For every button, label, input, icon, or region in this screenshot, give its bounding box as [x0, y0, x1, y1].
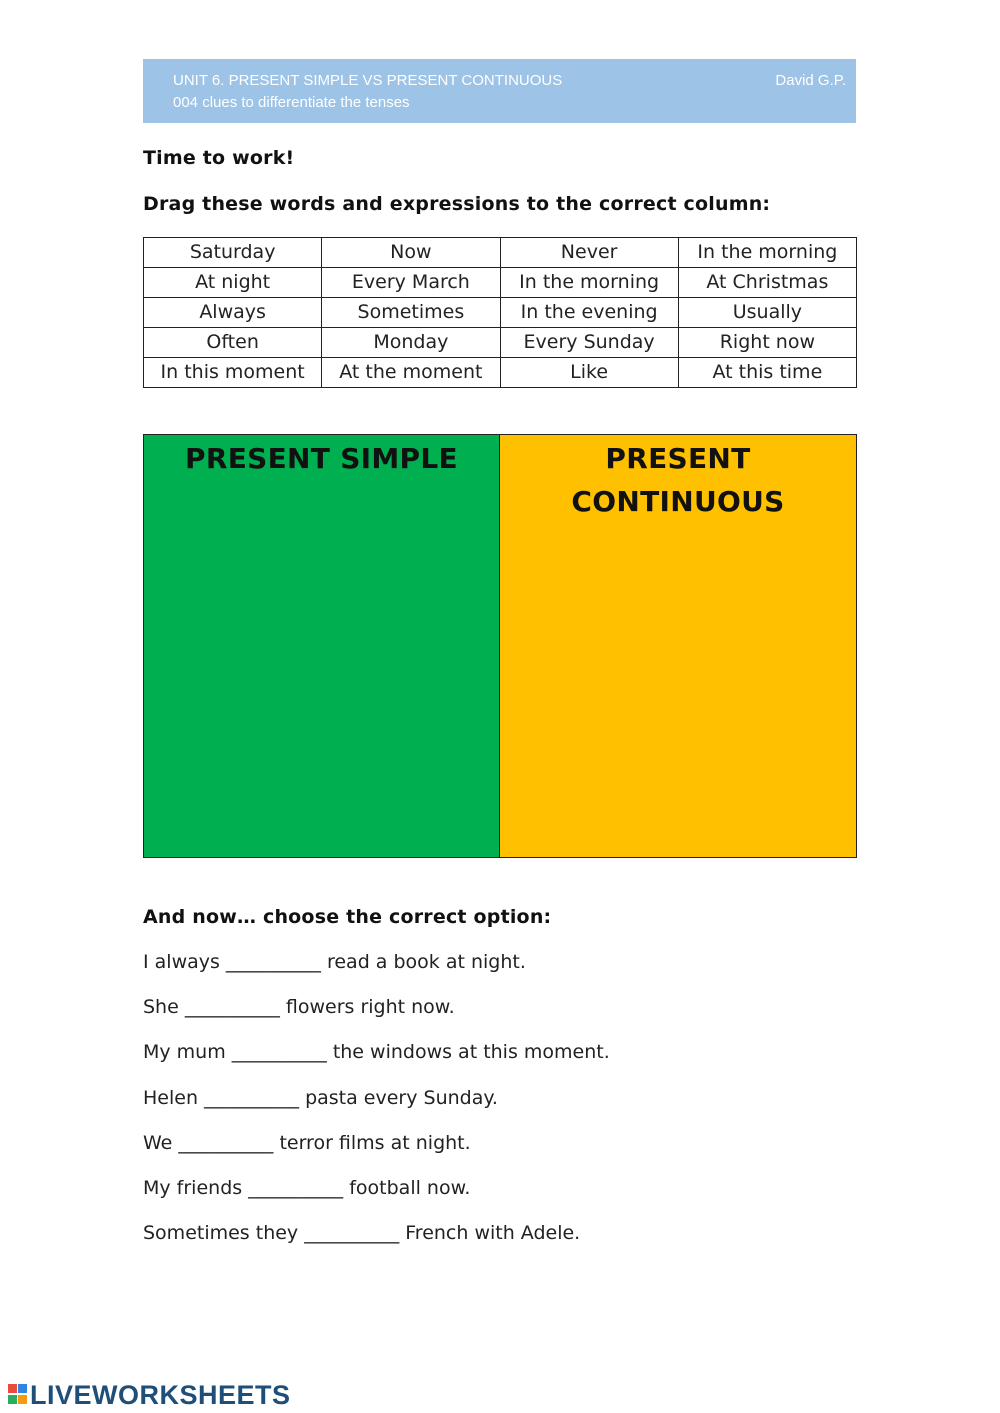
exercise-sentence-4[interactable]: Helen __________ pasta every Sunday.	[143, 1087, 498, 1109]
logo-squares-icon	[8, 1384, 28, 1406]
draggable-word[interactable]: At night	[144, 268, 322, 298]
exercise-sentence-1[interactable]: I always __________ read a book at night.	[143, 951, 526, 973]
draggable-word[interactable]: Every Sunday	[500, 328, 678, 358]
present-continuous-title-line2: CONTINUOUS	[571, 485, 785, 518]
choose-instruction: And now… choose the correct option:	[143, 906, 552, 928]
draggable-word[interactable]: In the morning	[500, 268, 678, 298]
draggable-word[interactable]: At the moment	[322, 358, 500, 388]
logo-text: LIVEWORKSHEETS	[30, 1380, 291, 1410]
draggable-word[interactable]: Never	[500, 238, 678, 268]
present-continuous-drop-zone[interactable]	[499, 434, 857, 858]
draggable-word[interactable]: In this moment	[144, 358, 322, 388]
draggable-word[interactable]: Every March	[322, 268, 500, 298]
draggable-word[interactable]: At Christmas	[678, 268, 856, 298]
draggable-word[interactable]: In the evening	[500, 298, 678, 328]
draggable-word[interactable]: Sometimes	[322, 298, 500, 328]
table-row	[144, 328, 857, 358]
time-to-work-heading: Time to work!	[143, 147, 295, 169]
exercise-sentence-5[interactable]: We __________ terror films at night.	[143, 1132, 471, 1154]
worksheet-header	[143, 59, 856, 123]
draggable-word[interactable]: Like	[500, 358, 678, 388]
present-continuous-title	[500, 437, 856, 523]
draggable-word[interactable]: Usually	[678, 298, 856, 328]
unit-subtitle: 004 clues to differentiate the tenses	[173, 94, 410, 111]
draggable-word[interactable]: At this time	[678, 358, 856, 388]
word-bank-table	[143, 237, 857, 388]
present-simple-title: PRESENT SIMPLE	[185, 442, 458, 475]
table-row	[144, 298, 857, 328]
unit-title: UNIT 6. PRESENT SIMPLE VS PRESENT CONTINUOUS	[173, 72, 563, 89]
draggable-word[interactable]: Now	[322, 238, 500, 268]
exercise-sentence-6[interactable]: My friends __________ football now.	[143, 1177, 471, 1199]
exercise-sentence-3[interactable]: My mum __________ the windows at this moment.	[143, 1041, 610, 1063]
author-name: David G.P.	[775, 72, 846, 89]
exercise-sentence-2[interactable]: She __________ flowers right now.	[143, 996, 455, 1018]
exercise-sentence-7[interactable]: Sometimes they __________ French with Adele.	[143, 1222, 581, 1244]
drag-instruction: Drag these words and expressions to the correct column:	[143, 193, 771, 215]
present-simple-drop-zone[interactable]	[143, 434, 500, 858]
draggable-word[interactable]: Often	[144, 328, 322, 358]
table-row	[144, 358, 857, 388]
draggable-word[interactable]: Monday	[322, 328, 500, 358]
draggable-word[interactable]: In the morning	[678, 238, 856, 268]
draggable-word[interactable]: Always	[144, 298, 322, 328]
table-row	[144, 238, 857, 268]
draggable-word[interactable]: Saturday	[144, 238, 322, 268]
present-continuous-title-line1: PRESENT	[605, 442, 751, 475]
draggable-word[interactable]: Right now	[678, 328, 856, 358]
table-row	[144, 268, 857, 298]
